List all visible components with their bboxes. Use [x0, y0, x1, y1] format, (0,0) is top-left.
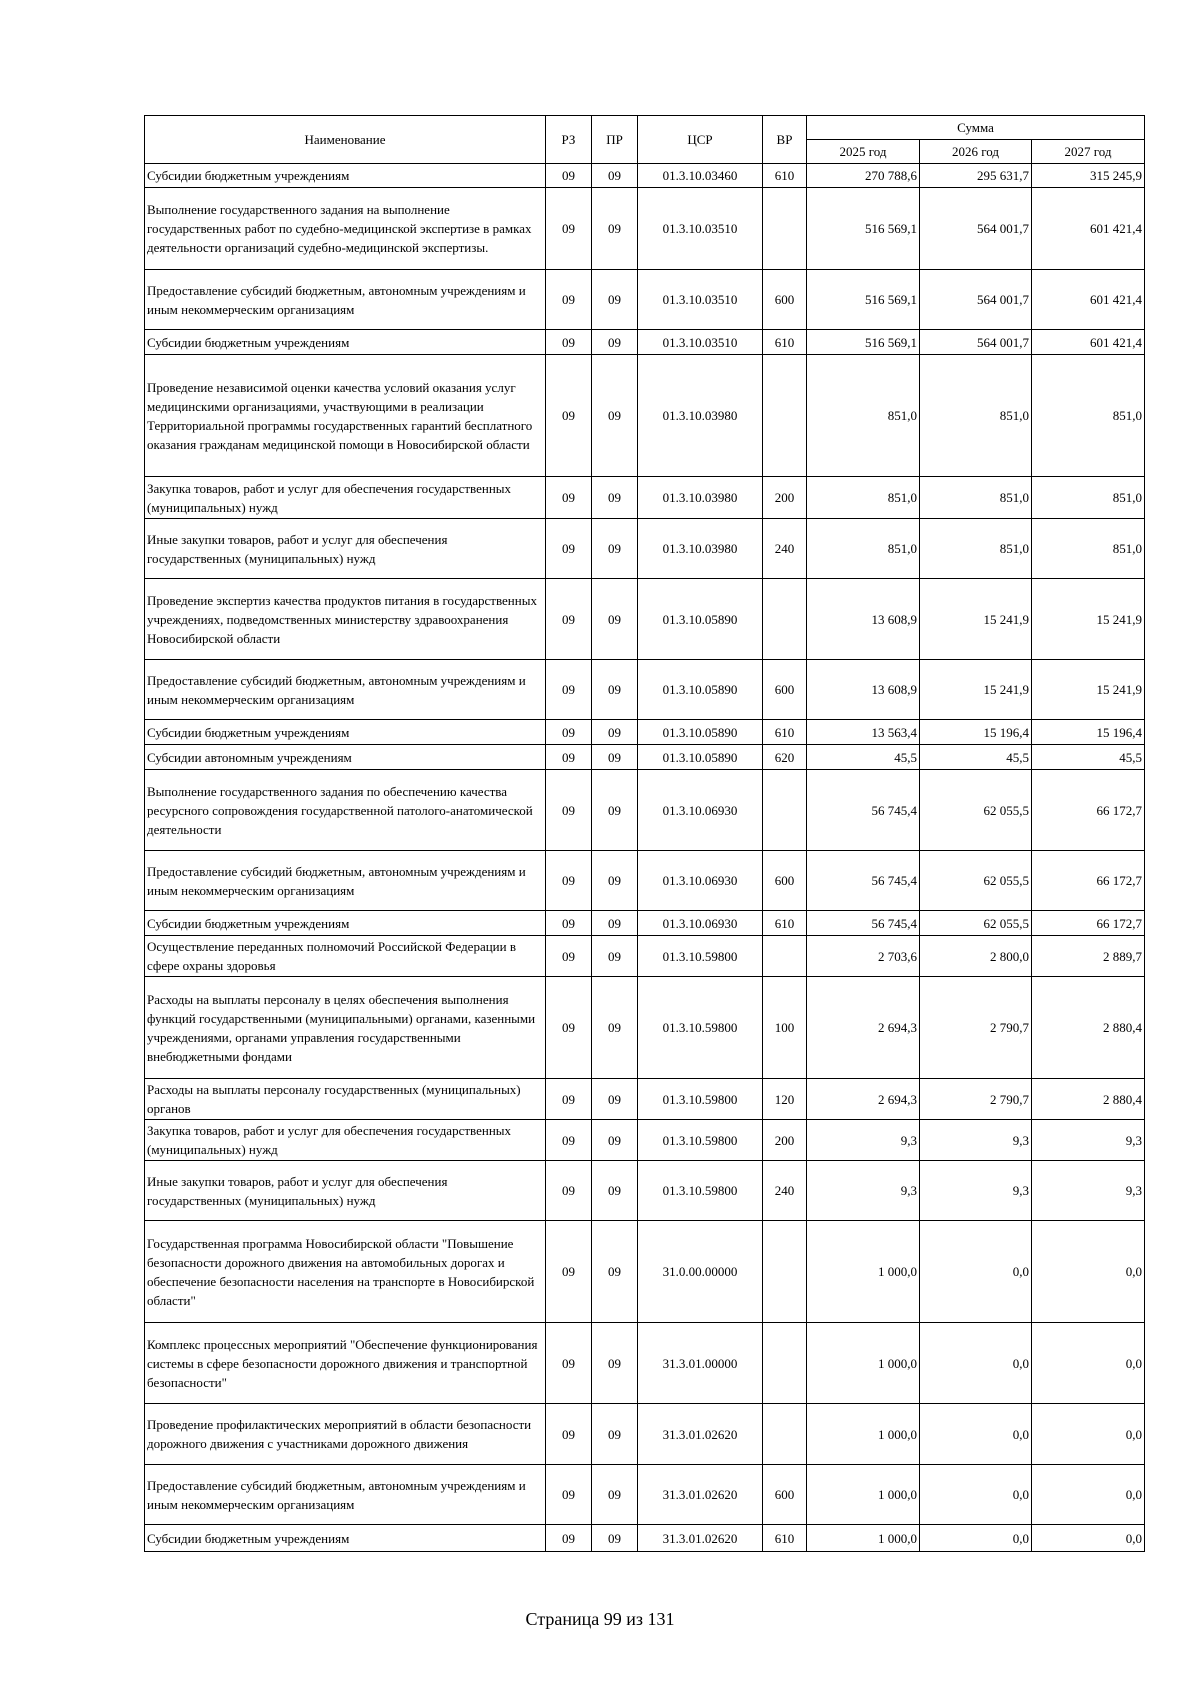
table-row	[145, 355, 1145, 477]
cell-vr: 610	[763, 720, 807, 745]
cell-rz: 09	[546, 911, 592, 936]
cell-name: Субсидии бюджетным учреждениям	[145, 1525, 546, 1552]
cell-csr: 31.3.01.02620	[638, 1404, 763, 1465]
cell-name: Выполнение государственного задания по обеспечению качества ресурсного сопровождения государственной патолого-анатомической деятельности	[145, 770, 546, 851]
cell-2025: 270 788,6	[807, 164, 920, 188]
table-row	[145, 770, 1145, 851]
cell-vr: 610	[763, 164, 807, 188]
cell-vr: 600	[763, 660, 807, 720]
cell-2026: 851,0	[920, 477, 1032, 519]
cell-vr: 200	[763, 477, 807, 519]
cell-pr: 09	[592, 936, 638, 977]
cell-2027: 0,0	[1032, 1404, 1145, 1465]
table-row	[145, 164, 1145, 188]
budget-table	[144, 115, 1145, 1552]
cell-2027: 2 889,7	[1032, 936, 1145, 977]
cell-csr: 01.3.10.06930	[638, 911, 763, 936]
cell-2025: 1 000,0	[807, 1323, 920, 1404]
table-row	[145, 477, 1145, 519]
cell-pr: 09	[592, 1404, 638, 1465]
cell-2026: 15 196,4	[920, 720, 1032, 745]
cell-2026: 2 800,0	[920, 936, 1032, 977]
cell-csr: 31.0.00.00000	[638, 1221, 763, 1323]
cell-rz: 09	[546, 188, 592, 270]
cell-vr: 620	[763, 745, 807, 770]
cell-2025: 13 608,9	[807, 579, 920, 660]
cell-2026: 851,0	[920, 355, 1032, 477]
cell-pr: 09	[592, 911, 638, 936]
cell-2026: 0,0	[920, 1323, 1032, 1404]
cell-csr: 01.3.10.06930	[638, 770, 763, 851]
cell-2025: 1 000,0	[807, 1465, 920, 1525]
table-row	[145, 851, 1145, 911]
cell-2025: 2 703,6	[807, 936, 920, 977]
cell-name: Субсидии бюджетным учреждениям	[145, 164, 546, 188]
cell-2027: 601 421,4	[1032, 188, 1145, 270]
cell-csr: 31.3.01.02620	[638, 1465, 763, 1525]
cell-2026: 62 055,5	[920, 851, 1032, 911]
cell-name: Проведение профилактических мероприятий в области безопасности дорожного движения с участниками дорожного движения	[145, 1404, 546, 1465]
cell-pr: 09	[592, 270, 638, 330]
cell-vr: 600	[763, 270, 807, 330]
cell-vr	[763, 936, 807, 977]
cell-pr: 09	[592, 770, 638, 851]
cell-rz: 09	[546, 851, 592, 911]
cell-name: Предоставление субсидий бюджетным, автономным учреждениям и иным некоммерческим организациям	[145, 1465, 546, 1525]
table-header	[145, 116, 1145, 164]
cell-rz: 09	[546, 660, 592, 720]
cell-2027: 851,0	[1032, 519, 1145, 579]
cell-pr: 09	[592, 720, 638, 745]
cell-name: Расходы на выплаты персоналу в целях обеспечения выполнения функций государственными (муниципальными) органами, казенными учреждениями, органами управления государственными внебюджетными фондами	[145, 977, 546, 1079]
cell-2025: 2 694,3	[807, 1079, 920, 1120]
cell-csr: 01.3.10.06930	[638, 851, 763, 911]
cell-rz: 09	[546, 936, 592, 977]
cell-rz: 09	[546, 977, 592, 1079]
cell-rz: 09	[546, 1404, 592, 1465]
cell-vr	[763, 1323, 807, 1404]
cell-vr	[763, 579, 807, 660]
table-row	[145, 270, 1145, 330]
cell-csr: 01.3.10.03980	[638, 477, 763, 519]
cell-2025: 13 563,4	[807, 720, 920, 745]
cell-name: Расходы на выплаты персоналу государственных (муниципальных) органов	[145, 1079, 546, 1120]
table-row	[145, 1404, 1145, 1465]
cell-2025: 56 745,4	[807, 911, 920, 936]
cell-2025: 56 745,4	[807, 851, 920, 911]
table-row	[145, 330, 1145, 355]
cell-2027: 2 880,4	[1032, 977, 1145, 1079]
cell-2026: 564 001,7	[920, 270, 1032, 330]
cell-2025: 1 000,0	[807, 1221, 920, 1323]
cell-pr: 09	[592, 188, 638, 270]
cell-vr: 120	[763, 1079, 807, 1120]
cell-2026: 295 631,7	[920, 164, 1032, 188]
table-row	[145, 745, 1145, 770]
cell-vr	[763, 770, 807, 851]
cell-name: Субсидии бюджетным учреждениям	[145, 911, 546, 936]
cell-2027: 15 196,4	[1032, 720, 1145, 745]
table-row	[145, 1323, 1145, 1404]
header-sum: Сумма	[807, 116, 1145, 140]
cell-2027: 0,0	[1032, 1323, 1145, 1404]
cell-rz: 09	[546, 745, 592, 770]
cell-2027: 9,3	[1032, 1120, 1145, 1161]
cell-2026: 2 790,7	[920, 1079, 1032, 1120]
cell-rz: 09	[546, 579, 592, 660]
cell-2026: 15 241,9	[920, 579, 1032, 660]
cell-name: Субсидии автономным учреждениям	[145, 745, 546, 770]
cell-pr: 09	[592, 851, 638, 911]
cell-csr: 01.3.10.03980	[638, 355, 763, 477]
cell-vr: 610	[763, 1525, 807, 1552]
cell-rz: 09	[546, 1323, 592, 1404]
cell-pr: 09	[592, 660, 638, 720]
cell-vr	[763, 1404, 807, 1465]
cell-csr: 01.3.10.59800	[638, 977, 763, 1079]
cell-name: Государственная программа Новосибирской области "Повышение безопасности дорожного движения на автомобильных дорогах и обеспечение безопасности населения на транспорте в Новосибирской области"	[145, 1221, 546, 1323]
cell-name: Осуществление переданных полномочий Российской Федерации в сфере охраны здоровья	[145, 936, 546, 977]
cell-pr: 09	[592, 1079, 638, 1120]
cell-csr: 01.3.10.03510	[638, 270, 763, 330]
cell-csr: 01.3.10.05890	[638, 720, 763, 745]
cell-csr: 01.3.10.03510	[638, 188, 763, 270]
cell-rz: 09	[546, 1221, 592, 1323]
cell-vr: 610	[763, 911, 807, 936]
header-pr: ПР	[592, 116, 638, 164]
cell-name: Проведение экспертиз качества продуктов питания в государственных учреждениях, подведомственных министерству здравоохранения Новосибирской области	[145, 579, 546, 660]
cell-rz: 09	[546, 477, 592, 519]
cell-csr: 31.3.01.00000	[638, 1323, 763, 1404]
cell-2027: 0,0	[1032, 1465, 1145, 1525]
cell-vr: 600	[763, 1465, 807, 1525]
cell-vr	[763, 188, 807, 270]
cell-pr: 09	[592, 1323, 638, 1404]
cell-2026: 45,5	[920, 745, 1032, 770]
cell-rz: 09	[546, 1120, 592, 1161]
cell-pr: 09	[592, 745, 638, 770]
cell-vr	[763, 1221, 807, 1323]
cell-2025: 9,3	[807, 1161, 920, 1221]
cell-2026: 2 790,7	[920, 977, 1032, 1079]
cell-rz: 09	[546, 770, 592, 851]
cell-rz: 09	[546, 1161, 592, 1221]
table-row	[145, 1465, 1145, 1525]
cell-2026: 851,0	[920, 519, 1032, 579]
cell-name: Иные закупки товаров, работ и услуг для обеспечения государственных (муниципальных) нужд	[145, 1161, 546, 1221]
cell-2026: 0,0	[920, 1525, 1032, 1552]
cell-2025: 516 569,1	[807, 330, 920, 355]
table-row	[145, 519, 1145, 579]
cell-csr: 01.3.10.05890	[638, 579, 763, 660]
cell-2027: 851,0	[1032, 477, 1145, 519]
cell-2025: 851,0	[807, 355, 920, 477]
cell-2027: 9,3	[1032, 1161, 1145, 1221]
cell-vr: 200	[763, 1120, 807, 1161]
cell-csr: 01.3.10.05890	[638, 660, 763, 720]
cell-name: Иные закупки товаров, работ и услуг для обеспечения государственных (муниципальных) нужд	[145, 519, 546, 579]
cell-pr: 09	[592, 1525, 638, 1552]
cell-2025: 2 694,3	[807, 977, 920, 1079]
cell-vr: 100	[763, 977, 807, 1079]
cell-rz: 09	[546, 720, 592, 745]
table-row	[145, 936, 1145, 977]
header-year-2025: 2025 год	[807, 140, 920, 164]
cell-2026: 0,0	[920, 1221, 1032, 1323]
header-name: Наименование	[145, 116, 546, 164]
cell-vr: 240	[763, 519, 807, 579]
cell-2027: 66 172,7	[1032, 770, 1145, 851]
cell-rz: 09	[546, 330, 592, 355]
cell-2027: 2 880,4	[1032, 1079, 1145, 1120]
header-vr: ВР	[763, 116, 807, 164]
cell-2027: 601 421,4	[1032, 330, 1145, 355]
cell-2025: 516 569,1	[807, 270, 920, 330]
cell-pr: 09	[592, 164, 638, 188]
table-row	[145, 660, 1145, 720]
cell-pr: 09	[592, 1120, 638, 1161]
cell-2025: 9,3	[807, 1120, 920, 1161]
header-year-2027: 2027 год	[1032, 140, 1145, 164]
cell-pr: 09	[592, 355, 638, 477]
cell-name: Субсидии бюджетным учреждениям	[145, 720, 546, 745]
table-row	[145, 977, 1145, 1079]
cell-2027: 0,0	[1032, 1525, 1145, 1552]
cell-pr: 09	[592, 579, 638, 660]
cell-pr: 09	[592, 1221, 638, 1323]
cell-2027: 66 172,7	[1032, 911, 1145, 936]
cell-vr: 610	[763, 330, 807, 355]
cell-csr: 01.3.10.59800	[638, 1079, 763, 1120]
table-row	[145, 1120, 1145, 1161]
table-row	[145, 579, 1145, 660]
page-number: Страница 99 из 131	[525, 1609, 675, 1629]
cell-vr: 600	[763, 851, 807, 911]
table-row	[145, 1079, 1145, 1120]
table-row	[145, 188, 1145, 270]
cell-2026: 9,3	[920, 1161, 1032, 1221]
cell-2025: 13 608,9	[807, 660, 920, 720]
table-row	[145, 1525, 1145, 1552]
cell-pr: 09	[592, 330, 638, 355]
cell-rz: 09	[546, 355, 592, 477]
cell-pr: 09	[592, 1465, 638, 1525]
cell-csr: 01.3.10.03460	[638, 164, 763, 188]
cell-2026: 564 001,7	[920, 188, 1032, 270]
cell-rz: 09	[546, 164, 592, 188]
cell-2027: 66 172,7	[1032, 851, 1145, 911]
cell-2027: 15 241,9	[1032, 660, 1145, 720]
cell-rz: 09	[546, 519, 592, 579]
cell-2026: 0,0	[920, 1404, 1032, 1465]
cell-rz: 09	[546, 1525, 592, 1552]
cell-name: Закупка товаров, работ и услуг для обеспечения государственных (муниципальных) нужд	[145, 477, 546, 519]
cell-2025: 1 000,0	[807, 1404, 920, 1465]
cell-2025: 56 745,4	[807, 770, 920, 851]
header-csr: ЦСР	[638, 116, 763, 164]
cell-name: Закупка товаров, работ и услуг для обеспечения государственных (муниципальных) нужд	[145, 1120, 546, 1161]
cell-2026: 9,3	[920, 1120, 1032, 1161]
cell-name: Предоставление субсидий бюджетным, автономным учреждениям и иным некоммерческим организациям	[145, 270, 546, 330]
cell-2025: 1 000,0	[807, 1525, 920, 1552]
cell-2025: 516 569,1	[807, 188, 920, 270]
cell-2026: 62 055,5	[920, 911, 1032, 936]
header-rz: РЗ	[546, 116, 592, 164]
cell-2027: 45,5	[1032, 745, 1145, 770]
cell-name: Предоставление субсидий бюджетным, автономным учреждениям и иным некоммерческим организациям	[145, 851, 546, 911]
cell-vr	[763, 355, 807, 477]
cell-pr: 09	[592, 477, 638, 519]
cell-2027: 315 245,9	[1032, 164, 1145, 188]
cell-2026: 564 001,7	[920, 330, 1032, 355]
cell-name: Комплекс процессных мероприятий "Обеспечение функционирования системы в сфере безопасности дорожного движения и транспортной безопасности"	[145, 1323, 546, 1404]
cell-2027: 15 241,9	[1032, 579, 1145, 660]
cell-csr: 01.3.10.03980	[638, 519, 763, 579]
cell-2025: 851,0	[807, 519, 920, 579]
cell-csr: 01.3.10.59800	[638, 1161, 763, 1221]
table-row	[145, 1221, 1145, 1323]
cell-2025: 45,5	[807, 745, 920, 770]
table-row	[145, 720, 1145, 745]
cell-2026: 15 241,9	[920, 660, 1032, 720]
cell-rz: 09	[546, 270, 592, 330]
cell-pr: 09	[592, 519, 638, 579]
cell-name: Предоставление субсидий бюджетным, автономным учреждениям и иным некоммерческим организациям	[145, 660, 546, 720]
cell-name: Субсидии бюджетным учреждениям	[145, 330, 546, 355]
cell-name: Проведение независимой оценки качества условий оказания услуг медицинскими организациями, участвующими в реализации Территориальной программы государственных гарантий бесплатного оказания гражданам медицинской помощи в Новосибирской области	[145, 355, 546, 477]
cell-csr: 01.3.10.59800	[638, 1120, 763, 1161]
cell-pr: 09	[592, 977, 638, 1079]
cell-rz: 09	[546, 1079, 592, 1120]
cell-csr: 01.3.10.05890	[638, 745, 763, 770]
cell-name: Выполнение государственного задания на выполнение государственных работ по судебно-медицинской экспертизе в рамках деятельности организаций судебно-медицинской экспертизы.	[145, 188, 546, 270]
cell-2027: 851,0	[1032, 355, 1145, 477]
cell-2027: 0,0	[1032, 1221, 1145, 1323]
cell-rz: 09	[546, 1465, 592, 1525]
cell-vr: 240	[763, 1161, 807, 1221]
cell-csr: 31.3.01.02620	[638, 1525, 763, 1552]
cell-2026: 0,0	[920, 1465, 1032, 1525]
cell-2027: 601 421,4	[1032, 270, 1145, 330]
cell-csr: 01.3.10.59800	[638, 936, 763, 977]
cell-2025: 851,0	[807, 477, 920, 519]
table-row	[145, 911, 1145, 936]
table-body	[145, 164, 1145, 1552]
table-row	[145, 1161, 1145, 1221]
header-year-2026: 2026 год	[920, 140, 1032, 164]
cell-2026: 62 055,5	[920, 770, 1032, 851]
cell-csr: 01.3.10.03510	[638, 330, 763, 355]
cell-pr: 09	[592, 1161, 638, 1221]
